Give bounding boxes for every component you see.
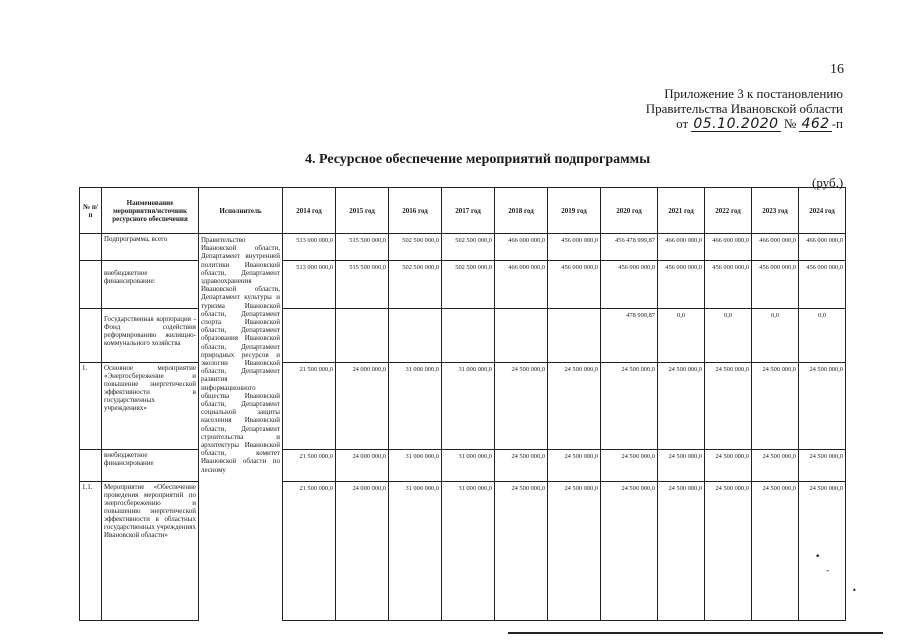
value-cell: 24 500 000,0 xyxy=(799,362,846,449)
value-cell xyxy=(283,309,336,363)
value-cell: 24 500 000,0 xyxy=(548,450,601,481)
value-cell: 31 000 000,0 xyxy=(389,362,442,449)
value-cell: 456 000 000,0 xyxy=(752,260,799,308)
row-num: 1.1. xyxy=(80,481,102,620)
number-label: № xyxy=(783,116,797,131)
value-cell: 24 500 000,0 xyxy=(658,481,705,620)
table-row xyxy=(80,481,846,620)
scan-edge-line xyxy=(508,632,883,634)
decree-number: 462 xyxy=(801,116,830,132)
value-cell: 24 500 000,0 xyxy=(495,481,548,620)
value-cell: 24 000 000,0 xyxy=(336,481,389,620)
value-cell: 24 500 000,0 xyxy=(752,450,799,481)
scan-mark: - xyxy=(826,566,830,576)
header-year: 2019 год xyxy=(548,188,601,234)
value-cell: 456 000 000,0 xyxy=(601,260,658,308)
row-num xyxy=(80,260,102,308)
value-cell: 502 500 000,0 xyxy=(389,260,442,308)
value-cell xyxy=(548,309,601,363)
value-cell: 466 000 000,0 xyxy=(495,260,548,308)
header-year: 2023 год xyxy=(752,188,799,234)
value-cell: 456 000 000,0 xyxy=(548,234,601,261)
value-cell: 24 500 000,0 xyxy=(799,481,846,620)
header-year: 2016 год xyxy=(389,188,442,234)
value-cell: 456 000 000,0 xyxy=(705,260,752,308)
table-row xyxy=(80,234,846,261)
header-executor: Исполнитель xyxy=(199,188,283,234)
value-cell: 21 500 000,0 xyxy=(283,362,336,449)
table-row xyxy=(80,309,846,363)
value-cell: 24 500 000,0 xyxy=(752,362,799,449)
value-cell: 515 500 000,0 xyxy=(336,260,389,308)
value-cell: 502 500 000,0 xyxy=(389,234,442,261)
value-cell: 456 478 999,87 xyxy=(601,234,658,261)
header-name: Наименование мероприятия/источник ресурсного обеспечения xyxy=(102,188,199,234)
currency-unit: (руб.) xyxy=(812,175,844,190)
row-name: Государственная корпорация - Фонд содействия реформированию жилищно-коммунального хозяйства xyxy=(102,309,199,363)
table-row xyxy=(80,362,846,449)
value-cell: 0,0 xyxy=(658,309,705,363)
value-cell: 21 500 000,0 xyxy=(283,481,336,620)
header-year: 2015 год xyxy=(336,188,389,234)
header-year: 2024 год xyxy=(799,188,846,234)
value-cell: 466 000 000,0 xyxy=(705,234,752,261)
appendix-block xyxy=(646,86,843,132)
value-cell: 0,0 xyxy=(752,309,799,363)
row-num xyxy=(80,450,102,481)
value-cell: 456 000 000,0 xyxy=(799,260,846,308)
row-num xyxy=(80,234,102,261)
header-year: 2021 год xyxy=(658,188,705,234)
header-num: № п/п xyxy=(80,188,102,234)
value-cell xyxy=(495,309,548,363)
appendix-line-2: Правительства Ивановской области xyxy=(645,101,843,116)
value-cell: 24 000 000,0 xyxy=(336,450,389,481)
executor-cell xyxy=(199,234,283,621)
value-cell: 31 000 000,0 xyxy=(442,481,495,620)
value-cell: 31 000 000,0 xyxy=(442,362,495,449)
row-name: Подпрограмма, всего xyxy=(102,234,199,261)
value-cell: 513 000 000,0 xyxy=(283,234,336,261)
table-header-row xyxy=(80,188,846,234)
from-label: от xyxy=(676,116,689,131)
value-cell: 502 500 000,0 xyxy=(442,234,495,261)
decree-date: 05.10.2020 xyxy=(693,116,779,132)
value-cell: 31 000 000,0 xyxy=(389,450,442,481)
value-cell: 24 000 000,0 xyxy=(336,362,389,449)
value-cell: 502 500 000,0 xyxy=(442,260,495,308)
appendix-line-3 xyxy=(646,116,843,132)
value-cell: 24 500 000,0 xyxy=(601,481,658,620)
value-cell: 456 000 000,0 xyxy=(658,260,705,308)
header-year: 2022 год xyxy=(705,188,752,234)
value-cell xyxy=(442,309,495,363)
value-cell: 24 500 000,0 xyxy=(495,362,548,449)
value-cell: 515 500 000,0 xyxy=(336,234,389,261)
header-year: 2020 год xyxy=(601,188,658,234)
value-cell: 466 000 000,0 xyxy=(752,234,799,261)
value-cell: 478 999,87 xyxy=(601,309,658,363)
value-cell: 24 500 000,0 xyxy=(495,450,548,481)
value-cell: 24 500 000,0 xyxy=(705,481,752,620)
value-cell: 31 000 000,0 xyxy=(442,450,495,481)
value-cell: 466 000 000,0 xyxy=(658,234,705,261)
value-cell: 466 000 000,0 xyxy=(799,234,846,261)
section-title: 4. Ресурсное обеспечение мероприятий подпрограммы xyxy=(305,152,651,167)
value-cell: 24 500 000,0 xyxy=(601,450,658,481)
value-cell: 24 500 000,0 xyxy=(658,450,705,481)
appendix-line-1: Приложение 3 к постановлению xyxy=(664,86,843,101)
row-name: Основное мероприятие «Энергосбережение и повышение энергетической эффективности в государственных учреждениях» xyxy=(102,362,199,449)
row-name: Мероприятие «Обеспечение проведения мероприятий по энергосбережению и повышению энергетической эффективности в областных государственных учреждениях Ивановской области» xyxy=(102,481,199,620)
header-year: 2017 год xyxy=(442,188,495,234)
scan-mark: • xyxy=(815,552,821,562)
page-number: 16 xyxy=(830,62,844,77)
value-cell: 31 000 000,0 xyxy=(389,481,442,620)
value-cell: 21 500 000,0 xyxy=(283,450,336,481)
header-year: 2014 год xyxy=(283,188,336,234)
value-cell: 24 500 000,0 xyxy=(601,362,658,449)
scan-mark: • xyxy=(852,586,857,595)
resource-table xyxy=(79,187,846,621)
number-suffix: -п xyxy=(831,116,843,131)
value-cell: 456 000 000,0 xyxy=(548,260,601,308)
value-cell: 24 500 000,0 xyxy=(752,481,799,620)
value-cell: 24 500 000,0 xyxy=(705,362,752,449)
value-cell: 0,0 xyxy=(705,309,752,363)
value-cell: 0,0 xyxy=(799,309,846,363)
row-name: внебюджетное финансирование: xyxy=(102,260,199,308)
row-num xyxy=(80,309,102,363)
value-cell: 24 500 000,0 xyxy=(548,481,601,620)
value-cell: 513 000 000,0 xyxy=(283,260,336,308)
value-cell: 466 000 000,0 xyxy=(495,234,548,261)
row-num: 1. xyxy=(80,362,102,449)
header-year: 2018 год xyxy=(495,188,548,234)
executor-text: Правительство Ивановской области, Департамент внутренней политики Ивановской области, Департамент здравоохранения Ивановской области, Департамент культуры и туризма Ивановской области, Департамент спорта Ивановской области, Департамент образования Ивановской области, Департамент природных ресурсов и экологии Ивановской области, Департамент развития информационного общества Ивановской области, Департамент социальной защиты населения Ивановской области, Департамент строительства и архитектуры Ивановской области, комитет Ивановской области по лесному xyxy=(201,236,280,474)
table-row xyxy=(80,260,846,308)
value-cell xyxy=(336,309,389,363)
value-cell: 24 500 000,0 xyxy=(799,450,846,481)
row-name: внебюджетное финансирование xyxy=(102,450,199,481)
value-cell: 24 500 000,0 xyxy=(658,362,705,449)
value-cell: 24 500 000,0 xyxy=(548,362,601,449)
value-cell xyxy=(389,309,442,363)
value-cell: 24 500 000,0 xyxy=(705,450,752,481)
table-row xyxy=(80,450,846,481)
